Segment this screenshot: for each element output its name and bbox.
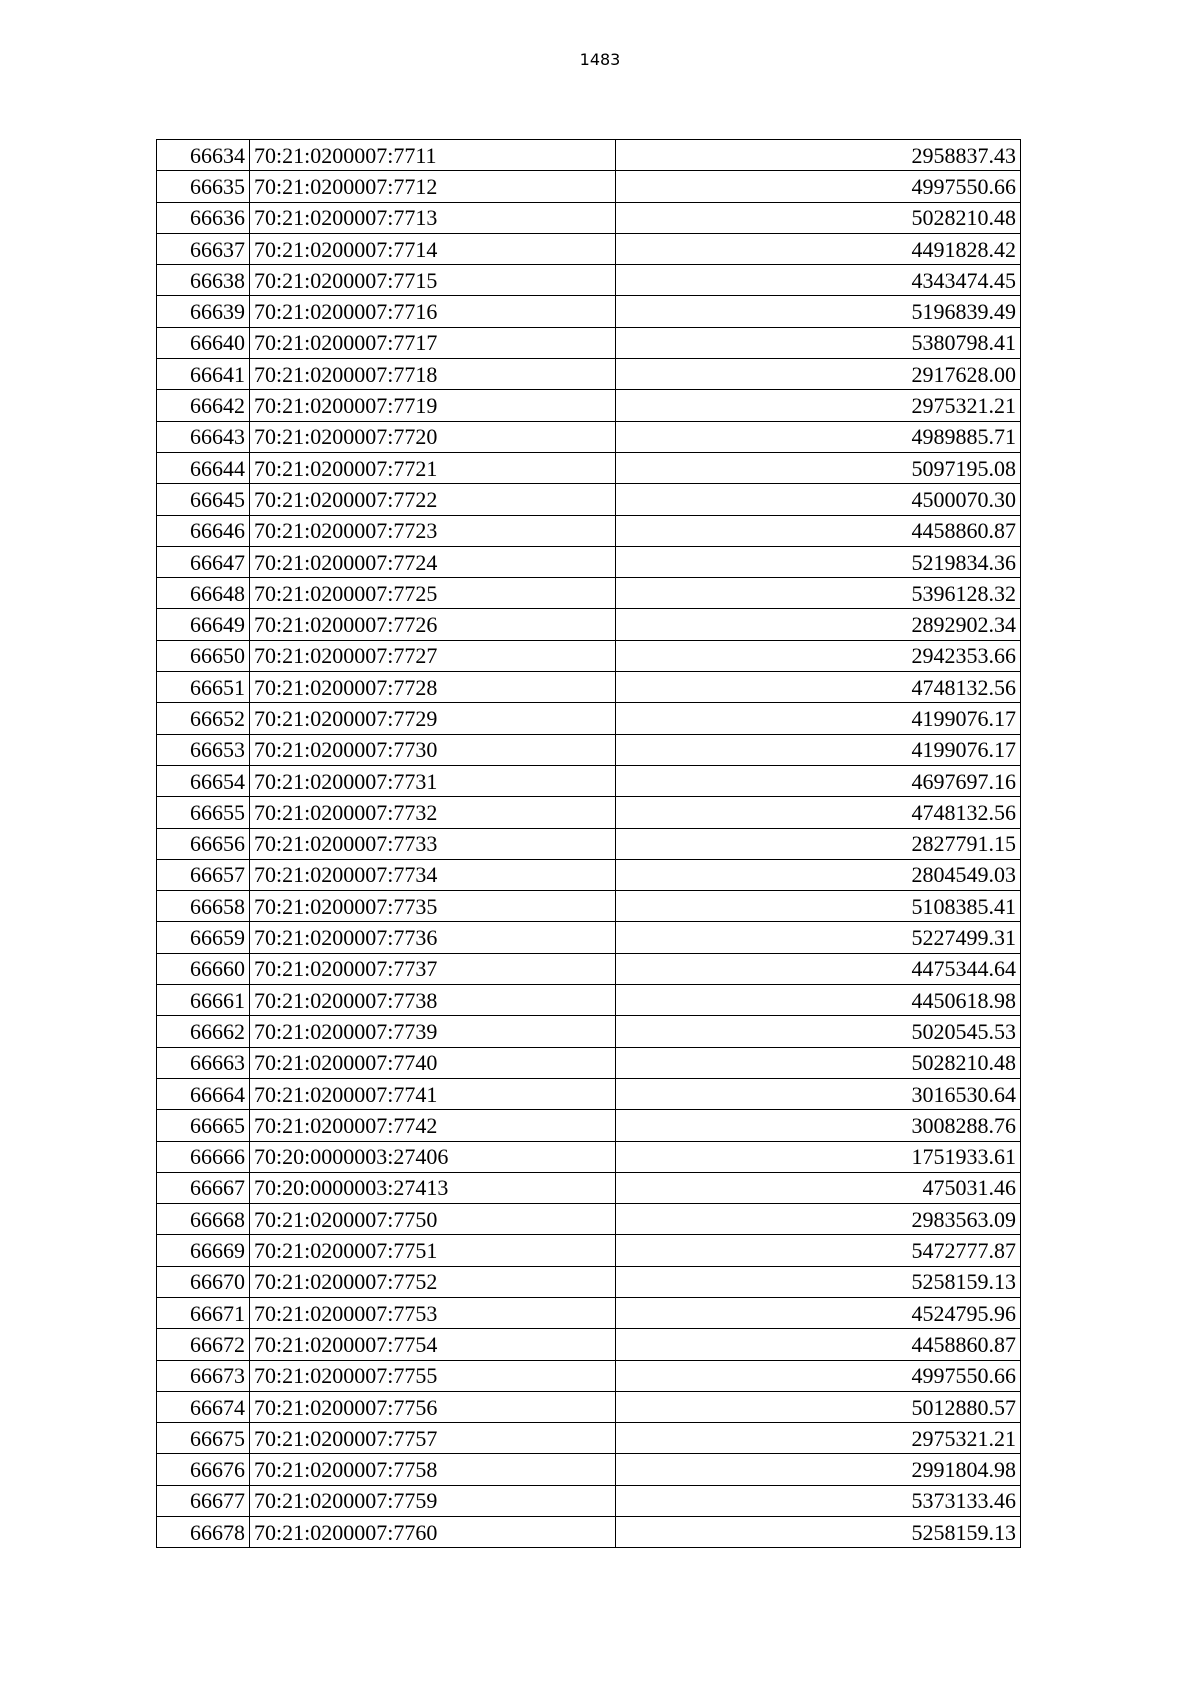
row-number-cell: 66664 [157, 1078, 250, 1109]
row-number-cell: 66649 [157, 609, 250, 640]
row-number-cell: 66666 [157, 1141, 250, 1172]
table-row [157, 1454, 1021, 1485]
cadastral-number-cell: 70:21:0200007:7721 [250, 452, 616, 483]
cadastral-number-cell: 70:21:0200007:7732 [250, 797, 616, 828]
cadastral-number-cell: 70:21:0200007:7738 [250, 985, 616, 1016]
row-number-cell: 66661 [157, 985, 250, 1016]
cadastral-value-cell: 4450618.98 [616, 985, 1021, 1016]
table-row [157, 797, 1021, 828]
cadastral-value-cell: 4343474.45 [616, 265, 1021, 296]
cadastral-value-cell: 5227499.31 [616, 922, 1021, 953]
row-number-cell: 66668 [157, 1204, 250, 1235]
row-number-cell: 66673 [157, 1360, 250, 1391]
cadastral-value-cell: 5028210.48 [616, 202, 1021, 233]
cadastral-value-cell: 475031.46 [616, 1172, 1021, 1203]
table-row [157, 1141, 1021, 1172]
cadastral-value-cell: 4475344.64 [616, 953, 1021, 984]
cadastral-number-cell: 70:21:0200007:7755 [250, 1360, 616, 1391]
cadastral-value-cell: 5012880.57 [616, 1391, 1021, 1422]
cadastral-number-cell: 70:21:0200007:7753 [250, 1297, 616, 1328]
cadastral-number-cell: 70:21:0200007:7739 [250, 1016, 616, 1047]
table-row [157, 140, 1021, 171]
cadastral-value-cell: 4500070.30 [616, 484, 1021, 515]
cadastral-number-cell: 70:21:0200007:7724 [250, 546, 616, 577]
cadastral-value-cell: 5380798.41 [616, 327, 1021, 358]
row-number-cell: 66671 [157, 1297, 250, 1328]
table-row [157, 1360, 1021, 1391]
row-number-cell: 66656 [157, 828, 250, 859]
cadastral-number-cell: 70:21:0200007:7740 [250, 1047, 616, 1078]
row-number-cell: 66675 [157, 1423, 250, 1454]
row-number-cell: 66663 [157, 1047, 250, 1078]
table-row [157, 1204, 1021, 1235]
cadastral-value-cell: 4458860.87 [616, 1329, 1021, 1360]
row-number-cell: 66646 [157, 515, 250, 546]
table-row [157, 1266, 1021, 1297]
cadastral-value-cell: 4997550.66 [616, 1360, 1021, 1391]
row-number-cell: 66642 [157, 390, 250, 421]
table-row [157, 452, 1021, 483]
cadastral-number-cell: 70:21:0200007:7725 [250, 578, 616, 609]
table-row [157, 672, 1021, 703]
cadastral-value-cell: 4524795.96 [616, 1297, 1021, 1328]
cadastral-value-table [156, 139, 1021, 1548]
cadastral-value-cell: 2917628.00 [616, 359, 1021, 390]
table-row [157, 265, 1021, 296]
cadastral-value-cell: 5472777.87 [616, 1235, 1021, 1266]
table-row [157, 359, 1021, 390]
table-row [157, 421, 1021, 452]
cadastral-number-cell: 70:21:0200007:7731 [250, 765, 616, 796]
cadastral-number-cell: 70:21:0200007:7735 [250, 891, 616, 922]
table-row [157, 1329, 1021, 1360]
cadastral-number-cell: 70:21:0200007:7726 [250, 609, 616, 640]
table-row [157, 1110, 1021, 1141]
cadastral-value-cell: 1751933.61 [616, 1141, 1021, 1172]
row-number-cell: 66638 [157, 265, 250, 296]
row-number-cell: 66654 [157, 765, 250, 796]
cadastral-number-cell: 70:21:0200007:7715 [250, 265, 616, 296]
cadastral-number-cell: 70:21:0200007:7736 [250, 922, 616, 953]
cadastral-value-cell: 5196839.49 [616, 296, 1021, 327]
cadastral-number-cell: 70:21:0200007:7727 [250, 640, 616, 671]
cadastral-number-cell: 70:21:0200007:7734 [250, 859, 616, 890]
table-row [157, 1016, 1021, 1047]
cadastral-value-cell: 5097195.08 [616, 452, 1021, 483]
cadastral-number-cell: 70:21:0200007:7752 [250, 1266, 616, 1297]
row-number-cell: 66641 [157, 359, 250, 390]
table-row [157, 640, 1021, 671]
row-number-cell: 66636 [157, 202, 250, 233]
row-number-cell: 66647 [157, 546, 250, 577]
cadastral-value-cell: 5396128.32 [616, 578, 1021, 609]
table-row [157, 1235, 1021, 1266]
row-number-cell: 66662 [157, 1016, 250, 1047]
cadastral-value-cell: 4199076.17 [616, 703, 1021, 734]
cadastral-number-cell: 70:20:0000003:27413 [250, 1172, 616, 1203]
cadastral-value-cell: 2892902.34 [616, 609, 1021, 640]
cadastral-value-cell: 4997550.66 [616, 171, 1021, 202]
cadastral-value-cell: 5258159.13 [616, 1266, 1021, 1297]
cadastral-number-cell: 70:20:0000003:27406 [250, 1141, 616, 1172]
cadastral-number-cell: 70:21:0200007:7714 [250, 233, 616, 264]
cadastral-value-cell: 3016530.64 [616, 1078, 1021, 1109]
row-number-cell: 66644 [157, 452, 250, 483]
table-row [157, 1297, 1021, 1328]
row-number-cell: 66650 [157, 640, 250, 671]
table-row [157, 202, 1021, 233]
cadastral-number-cell: 70:21:0200007:7742 [250, 1110, 616, 1141]
row-number-cell: 66670 [157, 1266, 250, 1297]
cadastral-number-cell: 70:21:0200007:7723 [250, 515, 616, 546]
table-row [157, 609, 1021, 640]
table-row [157, 296, 1021, 327]
page-number: 1483 [579, 50, 621, 69]
cadastral-value-cell: 2975321.21 [616, 1423, 1021, 1454]
cadastral-value-cell: 4989885.71 [616, 421, 1021, 452]
cadastral-value-cell: 4199076.17 [616, 734, 1021, 765]
row-number-cell: 66672 [157, 1329, 250, 1360]
cadastral-value-cell: 3008288.76 [616, 1110, 1021, 1141]
row-number-cell: 66660 [157, 953, 250, 984]
cadastral-value-cell: 5219834.36 [616, 546, 1021, 577]
row-number-cell: 66678 [157, 1517, 250, 1548]
row-number-cell: 66674 [157, 1391, 250, 1422]
cadastral-value-cell: 4697697.16 [616, 765, 1021, 796]
table-row [157, 327, 1021, 358]
cadastral-value-cell: 5258159.13 [616, 1517, 1021, 1548]
row-number-cell: 66657 [157, 859, 250, 890]
cadastral-value-cell: 2942353.66 [616, 640, 1021, 671]
row-number-cell: 66643 [157, 421, 250, 452]
cadastral-number-cell: 70:21:0200007:7756 [250, 1391, 616, 1422]
row-number-cell: 66658 [157, 891, 250, 922]
table-row [157, 390, 1021, 421]
table-row [157, 1391, 1021, 1422]
table-row [157, 734, 1021, 765]
cadastral-value-cell: 2983563.09 [616, 1204, 1021, 1235]
row-number-cell: 66676 [157, 1454, 250, 1485]
table-row [157, 703, 1021, 734]
row-number-cell: 66653 [157, 734, 250, 765]
cadastral-number-cell: 70:21:0200007:7711 [250, 140, 616, 171]
row-number-cell: 66648 [157, 578, 250, 609]
cadastral-number-cell: 70:21:0200007:7760 [250, 1517, 616, 1548]
cadastral-value-cell: 2958837.43 [616, 140, 1021, 171]
table-row [157, 171, 1021, 202]
cadastral-value-cell: 5373133.46 [616, 1485, 1021, 1516]
row-number-cell: 66634 [157, 140, 250, 171]
cadastral-number-cell: 70:21:0200007:7728 [250, 672, 616, 703]
cadastral-value-cell: 2991804.98 [616, 1454, 1021, 1485]
row-number-cell: 66652 [157, 703, 250, 734]
table-row [157, 1078, 1021, 1109]
cadastral-number-cell: 70:21:0200007:7730 [250, 734, 616, 765]
cadastral-number-cell: 70:21:0200007:7717 [250, 327, 616, 358]
cadastral-value-cell: 4491828.42 [616, 233, 1021, 264]
cadastral-number-cell: 70:21:0200007:7754 [250, 1329, 616, 1360]
table-row [157, 546, 1021, 577]
cadastral-value-cell: 4748132.56 [616, 672, 1021, 703]
cadastral-number-cell: 70:21:0200007:7758 [250, 1454, 616, 1485]
cadastral-number-cell: 70:21:0200007:7750 [250, 1204, 616, 1235]
table-row [157, 922, 1021, 953]
row-number-cell: 66645 [157, 484, 250, 515]
table-row [157, 578, 1021, 609]
table-row [157, 765, 1021, 796]
row-number-cell: 66669 [157, 1235, 250, 1266]
cadastral-number-cell: 70:21:0200007:7759 [250, 1485, 616, 1516]
row-number-cell: 66677 [157, 1485, 250, 1516]
row-number-cell: 66655 [157, 797, 250, 828]
table-row [157, 953, 1021, 984]
cadastral-number-cell: 70:21:0200007:7741 [250, 1078, 616, 1109]
row-number-cell: 66665 [157, 1110, 250, 1141]
table-body [157, 140, 1021, 1548]
cadastral-number-cell: 70:21:0200007:7757 [250, 1423, 616, 1454]
cadastral-number-cell: 70:21:0200007:7713 [250, 202, 616, 233]
cadastral-number-cell: 70:21:0200007:7733 [250, 828, 616, 859]
table-row [157, 1423, 1021, 1454]
table-row [157, 233, 1021, 264]
row-number-cell: 66667 [157, 1172, 250, 1203]
row-number-cell: 66640 [157, 327, 250, 358]
cadastral-value-cell: 5108385.41 [616, 891, 1021, 922]
cadastral-value-cell: 2827791.15 [616, 828, 1021, 859]
cadastral-number-cell: 70:21:0200007:7722 [250, 484, 616, 515]
table-row [157, 1517, 1021, 1548]
row-number-cell: 66659 [157, 922, 250, 953]
table-row [157, 484, 1021, 515]
cadastral-value-cell: 4748132.56 [616, 797, 1021, 828]
cadastral-value-cell: 4458860.87 [616, 515, 1021, 546]
table-row [157, 859, 1021, 890]
table-row [157, 1047, 1021, 1078]
cadastral-number-cell: 70:21:0200007:7737 [250, 953, 616, 984]
cadastral-number-cell: 70:21:0200007:7718 [250, 359, 616, 390]
row-number-cell: 66639 [157, 296, 250, 327]
table-row [157, 891, 1021, 922]
row-number-cell: 66637 [157, 233, 250, 264]
cadastral-number-cell: 70:21:0200007:7751 [250, 1235, 616, 1266]
row-number-cell: 66635 [157, 171, 250, 202]
table-row [157, 1172, 1021, 1203]
cadastral-number-cell: 70:21:0200007:7729 [250, 703, 616, 734]
row-number-cell: 66651 [157, 672, 250, 703]
cadastral-value-cell: 2975321.21 [616, 390, 1021, 421]
table-row [157, 828, 1021, 859]
cadastral-value-cell: 5020545.53 [616, 1016, 1021, 1047]
cadastral-number-cell: 70:21:0200007:7712 [250, 171, 616, 202]
cadastral-number-cell: 70:21:0200007:7719 [250, 390, 616, 421]
cadastral-value-cell: 2804549.03 [616, 859, 1021, 890]
cadastral-value-cell: 5028210.48 [616, 1047, 1021, 1078]
cadastral-number-cell: 70:21:0200007:7720 [250, 421, 616, 452]
cadastral-number-cell: 70:21:0200007:7716 [250, 296, 616, 327]
table-row [157, 1485, 1021, 1516]
table-row [157, 985, 1021, 1016]
table-row [157, 515, 1021, 546]
